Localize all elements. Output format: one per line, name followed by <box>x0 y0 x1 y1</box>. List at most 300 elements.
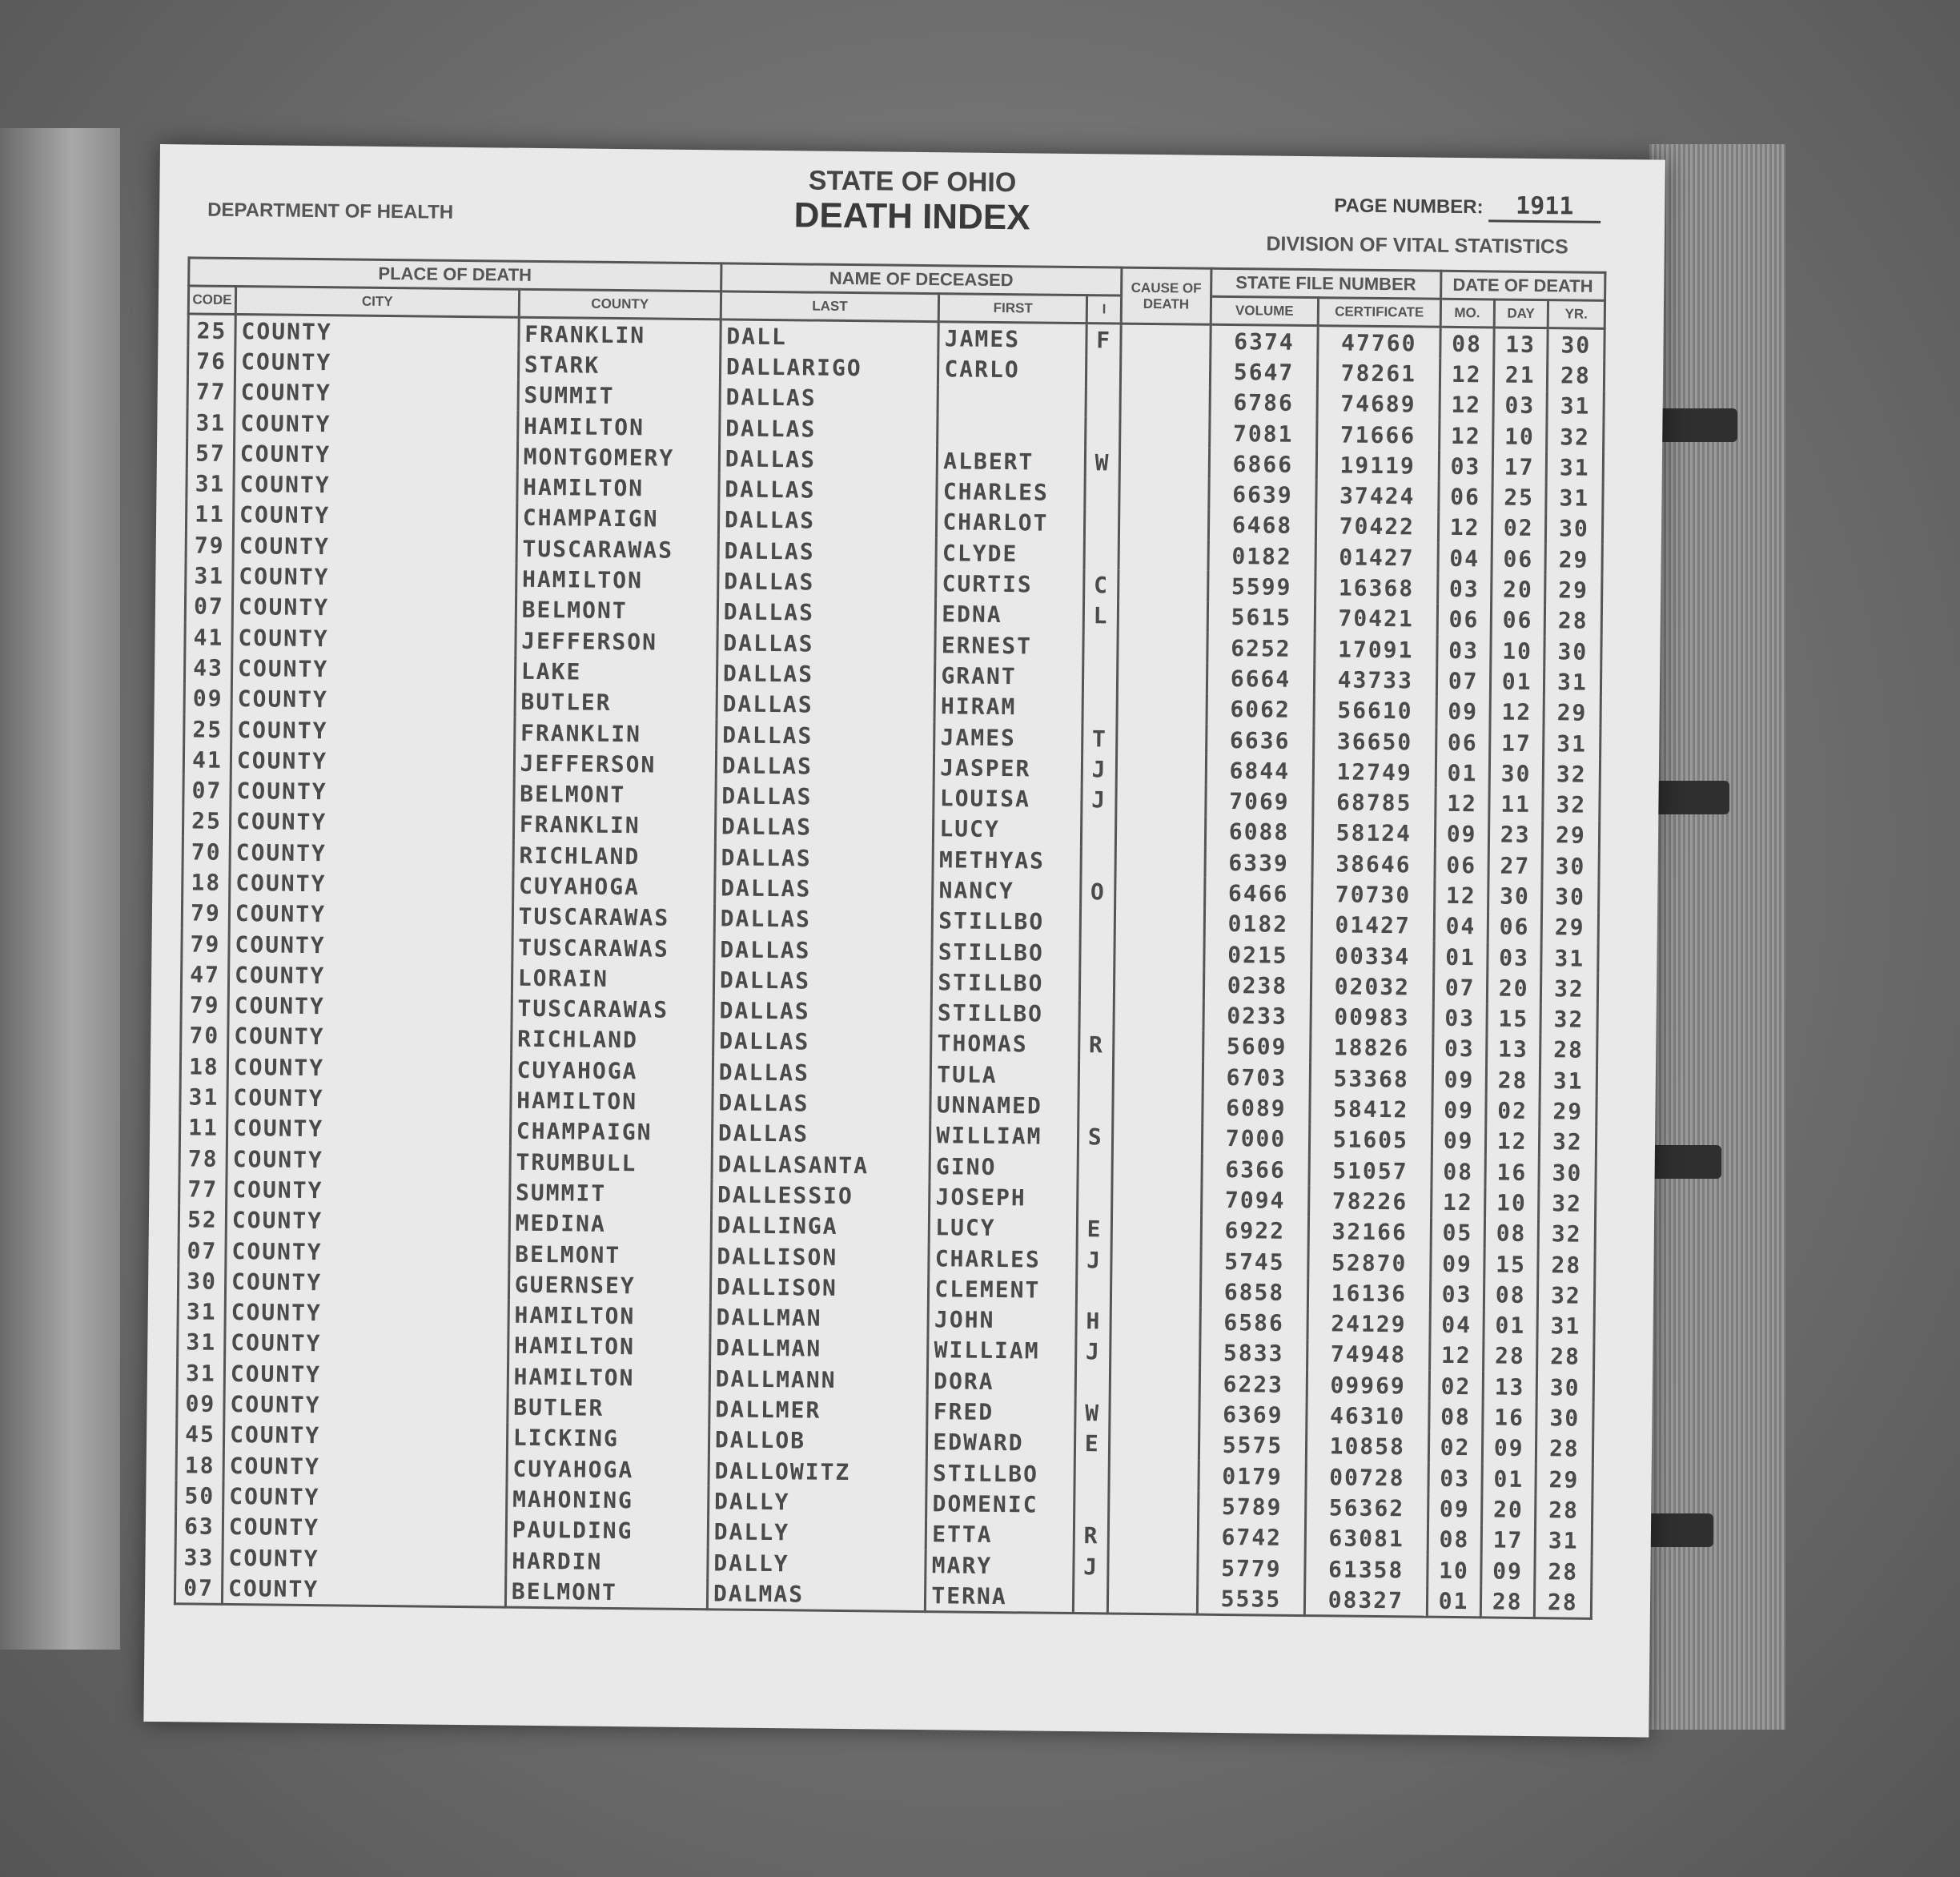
row-month: 09 <box>1428 1493 1481 1525</box>
row-code: 07 <box>179 1235 226 1266</box>
row-cause <box>1107 1582 1197 1615</box>
row-city: COUNTY <box>223 1511 506 1545</box>
row-first-name: METHYAS <box>933 844 1081 876</box>
row-day: 12 <box>1485 1126 1539 1157</box>
page-number-value: 1911 <box>1488 191 1601 223</box>
row-city: COUNTY <box>230 806 513 840</box>
row-month: 12 <box>1429 1340 1483 1371</box>
row-certificate: 12749 <box>1313 756 1436 788</box>
row-code: 70 <box>181 1020 228 1051</box>
row-last-name: DALLAS <box>719 444 938 476</box>
row-year: 31 <box>1547 391 1605 422</box>
row-cause <box>1111 1306 1200 1337</box>
row-last-name: DALLESSIO <box>711 1180 930 1212</box>
row-first-name: FRED <box>927 1397 1075 1429</box>
row-month: 05 <box>1431 1217 1484 1248</box>
row-day: 28 <box>1480 1586 1535 1618</box>
row-day: 08 <box>1484 1280 1537 1311</box>
row-cause <box>1116 785 1206 816</box>
row-county: BELMONT <box>514 778 717 811</box>
row-initial <box>1079 999 1114 1031</box>
row-city: COUNTY <box>234 438 517 472</box>
row-first-name <box>938 384 1086 416</box>
row-month: 08 <box>1428 1401 1482 1433</box>
row-city: COUNTY <box>232 622 516 656</box>
row-certificate: 63081 <box>1305 1523 1428 1555</box>
division-label: DIVISION OF VITAL STATISTICS <box>1266 232 1568 259</box>
row-month: 10 <box>1427 1555 1480 1586</box>
row-code: 77 <box>187 376 235 408</box>
row-month: 06 <box>1435 850 1488 881</box>
row-year: 32 <box>1539 1127 1597 1158</box>
row-volume: 6223 <box>1199 1369 1307 1401</box>
row-cause <box>1111 1336 1200 1368</box>
row-day: 09 <box>1480 1555 1534 1586</box>
row-code: 11 <box>186 499 233 530</box>
row-day: 30 <box>1488 881 1541 912</box>
row-year: 29 <box>1542 820 1600 851</box>
row-county: MONTGOMERY <box>517 441 720 474</box>
row-day: 09 <box>1482 1433 1536 1464</box>
row-volume: 5789 <box>1198 1491 1306 1523</box>
row-initial <box>1085 478 1119 509</box>
row-city: COUNTY <box>223 1481 507 1514</box>
row-year: 30 <box>1536 1402 1593 1433</box>
row-month: 04 <box>1438 543 1492 574</box>
row-certificate: 08327 <box>1304 1584 1427 1617</box>
row-last-name: DALLAS <box>718 504 937 537</box>
row-first-name: EDWARD <box>927 1427 1075 1459</box>
row-city: COUNTY <box>233 500 516 533</box>
row-initial: T <box>1082 723 1117 754</box>
row-first-name: CLEMENT <box>929 1273 1077 1305</box>
row-month: 03 <box>1437 573 1491 605</box>
row-certificate: 18826 <box>1311 1032 1433 1064</box>
row-first-name: NANCY <box>933 875 1081 907</box>
row-county: CUYAHOGA <box>511 1055 713 1087</box>
row-code: 70 <box>183 836 230 867</box>
row-city: COUNTY <box>230 837 513 870</box>
row-first-name: JOSEPH <box>930 1181 1078 1213</box>
row-certificate: 32166 <box>1308 1216 1431 1248</box>
row-volume: 6088 <box>1205 816 1313 848</box>
row-last-name: DALLAS <box>720 382 938 415</box>
row-last-name: DALLAS <box>713 1056 931 1089</box>
row-initial <box>1083 661 1118 693</box>
row-first-name: EDNA <box>936 599 1084 631</box>
row-code: 57 <box>187 438 234 469</box>
row-volume: 6922 <box>1201 1215 1309 1247</box>
row-code: 09 <box>184 683 231 714</box>
row-city: COUNTY <box>233 530 516 564</box>
row-year: 32 <box>1540 973 1598 1004</box>
row-certificate: 36650 <box>1314 725 1436 758</box>
page-title: DEATH INDEX <box>793 195 1030 238</box>
row-initial: J <box>1082 754 1117 785</box>
row-certificate: 01427 <box>1315 541 1438 573</box>
row-volume: 6369 <box>1199 1399 1307 1431</box>
row-county: BELMONT <box>505 1576 708 1610</box>
row-first-name: UNNAMED <box>930 1090 1078 1122</box>
row-first-name <box>938 415 1086 447</box>
row-cause <box>1111 1214 1201 1245</box>
row-certificate: 74948 <box>1307 1339 1430 1371</box>
row-day: 30 <box>1489 758 1543 790</box>
row-county: PAULDING <box>506 1514 709 1547</box>
row-certificate: 00983 <box>1311 1002 1433 1034</box>
row-county: HAMILTON <box>508 1361 710 1394</box>
row-initial: F <box>1086 324 1121 356</box>
row-certificate: 17091 <box>1315 633 1437 665</box>
row-county: TUSCARAWAS <box>516 533 719 566</box>
row-code: 31 <box>186 561 233 592</box>
row-county: CUYAHOGA <box>507 1453 709 1486</box>
row-code: 47 <box>181 959 228 991</box>
row-volume: 5745 <box>1201 1246 1309 1278</box>
row-month: 03 <box>1439 451 1492 482</box>
state-file-number-header: STATE FILE NUMBER <box>1211 268 1440 299</box>
row-volume: 0215 <box>1204 939 1312 971</box>
row-cause <box>1121 324 1211 356</box>
row-day: 15 <box>1487 1003 1540 1035</box>
certificate-header: CERTIFICATE <box>1318 298 1440 328</box>
row-month: 12 <box>1440 359 1493 390</box>
row-county: RICHLAND <box>511 1023 713 1056</box>
row-volume: 6089 <box>1203 1092 1311 1124</box>
row-month: 01 <box>1427 1586 1481 1618</box>
row-first-name: CURTIS <box>936 569 1084 601</box>
row-volume: 6062 <box>1207 693 1315 725</box>
row-month: 12 <box>1439 420 1492 452</box>
row-cause <box>1109 1490 1199 1521</box>
row-month: 12 <box>1438 512 1492 544</box>
row-county: LORAIN <box>512 963 714 995</box>
row-cause <box>1111 1276 1200 1307</box>
row-volume: 6468 <box>1208 510 1316 542</box>
row-city: COUNTY <box>222 1573 505 1607</box>
row-certificate: 00334 <box>1311 940 1434 972</box>
row-county: LICKING <box>507 1422 709 1455</box>
cause-of-death-header: CAUSE OF DEATH <box>1121 267 1211 324</box>
row-first-name: LUCY <box>929 1212 1077 1244</box>
row-code: 11 <box>179 1112 227 1143</box>
row-code: 09 <box>177 1389 224 1420</box>
row-first-name: THOMAS <box>931 1028 1079 1060</box>
row-year: 28 <box>1534 1586 1592 1619</box>
row-city: COUNTY <box>235 408 518 441</box>
row-year: 32 <box>1538 1188 1596 1219</box>
row-year: 31 <box>1540 1065 1597 1096</box>
row-year: 29 <box>1545 544 1603 575</box>
row-year: 30 <box>1539 1157 1597 1188</box>
row-code: 52 <box>179 1204 226 1236</box>
row-initial <box>1081 907 1115 938</box>
row-volume: 0179 <box>1199 1461 1307 1493</box>
row-month: 07 <box>1436 665 1490 697</box>
death-index-table <box>174 256 1607 1620</box>
row-county: TUSCARAWAS <box>512 993 714 1026</box>
row-certificate: 58412 <box>1310 1094 1432 1126</box>
row-volume: 6374 <box>1211 324 1319 357</box>
row-city: COUNTY <box>223 1450 507 1484</box>
row-city: COUNTY <box>226 1236 509 1269</box>
row-last-name: DALLINGA <box>711 1210 930 1243</box>
row-certificate: 19119 <box>1316 449 1439 481</box>
row-month: 12 <box>1431 1187 1484 1218</box>
row-year: 28 <box>1544 605 1602 637</box>
row-month: 08 <box>1431 1156 1484 1188</box>
row-last-name: DALLAS <box>716 719 934 752</box>
row-day: 08 <box>1484 1218 1538 1249</box>
row-last-name: DALLAS <box>713 995 932 1028</box>
state-label: STATE OF OHIO <box>808 165 1017 199</box>
row-certificate: 09969 <box>1307 1369 1429 1401</box>
row-year: 32 <box>1546 421 1604 452</box>
row-initial <box>1078 1091 1113 1123</box>
row-cause <box>1112 1122 1202 1153</box>
row-city: COUNTY <box>235 314 519 348</box>
row-year: 31 <box>1535 1525 1592 1557</box>
row-day: 17 <box>1489 727 1543 758</box>
row-initial: W <box>1075 1397 1110 1429</box>
row-year: 32 <box>1537 1280 1595 1311</box>
row-year: 31 <box>1546 483 1604 514</box>
row-day: 21 <box>1493 360 1547 391</box>
row-volume: 7094 <box>1201 1184 1309 1216</box>
row-cause <box>1115 938 1204 969</box>
row-last-name: DALLAS <box>714 934 933 967</box>
row-code: 41 <box>185 621 232 653</box>
row-certificate: 51605 <box>1309 1124 1432 1156</box>
row-certificate: 70422 <box>1315 511 1438 543</box>
row-day: 11 <box>1488 789 1542 820</box>
row-initial: H <box>1076 1306 1111 1337</box>
row-city: COUNTY <box>231 714 515 748</box>
row-last-name: DALL <box>721 320 939 354</box>
row-certificate: 37424 <box>1316 480 1439 512</box>
row-last-name: DALLMER <box>709 1394 928 1427</box>
row-first-name: CHARLES <box>929 1243 1077 1275</box>
row-month: 09 <box>1436 696 1490 727</box>
row-initial: C <box>1084 569 1119 601</box>
row-day: 03 <box>1487 942 1540 973</box>
row-first-name: GINO <box>930 1151 1078 1183</box>
row-last-name: DALLAS <box>717 627 936 660</box>
row-month: 03 <box>1432 1034 1486 1065</box>
row-county: HAMILTON <box>508 1330 710 1363</box>
row-first-name: WILLIAM <box>928 1335 1076 1367</box>
row-day: 17 <box>1492 452 1546 483</box>
row-first-name: DORA <box>927 1365 1075 1397</box>
row-county: BELMONT <box>516 594 718 627</box>
row-certificate: 46310 <box>1307 1400 1429 1432</box>
row-cause <box>1115 846 1205 878</box>
row-initial: J <box>1074 1551 1108 1582</box>
row-city: COUNTY <box>228 959 512 993</box>
row-county: HAMILTON <box>517 472 720 504</box>
row-day: 02 <box>1485 1095 1539 1127</box>
row-volume: 7000 <box>1202 1123 1310 1155</box>
row-city: COUNTY <box>228 1021 512 1055</box>
row-code: 45 <box>176 1419 223 1450</box>
row-initial: S <box>1078 1122 1113 1153</box>
row-volume: 5615 <box>1207 601 1315 633</box>
row-county: TRUMBULL <box>510 1147 713 1180</box>
row-code: 18 <box>183 867 230 898</box>
row-last-name: DALLAS <box>719 474 938 507</box>
row-code: 07 <box>183 775 231 806</box>
row-last-name: DALMAS <box>707 1578 926 1612</box>
row-year: 28 <box>1536 1433 1593 1465</box>
row-city: COUNTY <box>226 1205 509 1239</box>
row-day: 03 <box>1493 390 1547 421</box>
row-day: 12 <box>1490 697 1544 728</box>
row-first-name: HIRAM <box>934 691 1082 723</box>
row-city: COUNTY <box>225 1328 508 1361</box>
row-code: 18 <box>176 1449 223 1481</box>
row-first-name: MARY <box>926 1549 1074 1582</box>
row-day: 16 <box>1485 1156 1539 1188</box>
row-city: COUNTY <box>229 898 512 932</box>
row-month: 06 <box>1437 604 1491 635</box>
row-last-name: DALLASANTA <box>712 1148 930 1181</box>
row-code: 31 <box>187 468 234 500</box>
page-number-label: PAGE NUMBER: <box>1334 195 1484 219</box>
row-code: 25 <box>184 713 231 745</box>
row-initial: R <box>1079 1030 1114 1061</box>
row-day: 06 <box>1491 605 1544 636</box>
row-code: 79 <box>182 898 229 929</box>
row-month: 09 <box>1432 1095 1485 1126</box>
row-day: 23 <box>1488 819 1542 850</box>
row-code: 31 <box>180 1082 227 1113</box>
row-initial: W <box>1086 447 1120 478</box>
row-code: 33 <box>175 1541 223 1573</box>
row-city: COUNTY <box>227 1113 510 1147</box>
row-first-name: ETTA <box>926 1519 1074 1551</box>
row-year: 28 <box>1536 1341 1594 1373</box>
row-volume: 6742 <box>1198 1521 1306 1553</box>
row-month: 06 <box>1436 727 1489 758</box>
month-header: MO. <box>1440 299 1494 328</box>
row-volume: 6844 <box>1206 755 1314 787</box>
code-header: CODE <box>188 286 235 315</box>
row-city: COUNTY <box>231 684 515 717</box>
row-certificate: 61358 <box>1305 1553 1428 1586</box>
row-day: 20 <box>1491 574 1544 605</box>
row-last-name: DALLY <box>708 1486 926 1519</box>
row-volume: 6466 <box>1204 878 1312 910</box>
row-cause <box>1109 1429 1199 1460</box>
row-county: CUYAHOGA <box>512 870 715 903</box>
row-year: 30 <box>1548 328 1605 361</box>
row-county: FRANKLIN <box>513 809 716 842</box>
row-initial <box>1074 1582 1108 1614</box>
row-code: 77 <box>179 1174 227 1205</box>
row-last-name: DALLAS <box>713 1026 931 1059</box>
row-volume: 6639 <box>1209 479 1317 511</box>
row-county: MEDINA <box>509 1208 712 1240</box>
row-last-name: DALLISON <box>710 1271 929 1304</box>
row-last-name: DALLAS <box>714 903 933 936</box>
first-name-header: FIRST <box>939 294 1087 324</box>
row-year: 32 <box>1540 1004 1598 1035</box>
row-city: COUNTY <box>232 592 516 625</box>
row-county: BUTLER <box>508 1392 710 1425</box>
row-first-name: JAMES <box>938 322 1086 356</box>
row-year: 31 <box>1544 666 1601 697</box>
row-year: 31 <box>1540 943 1598 974</box>
row-month: 02 <box>1429 1371 1483 1402</box>
row-first-name: CLYDE <box>936 537 1084 569</box>
row-first-name: STILLBO <box>933 906 1081 938</box>
row-month: 06 <box>1438 481 1492 512</box>
row-last-name: DALLMANN <box>709 1363 928 1396</box>
row-certificate: 10858 <box>1306 1431 1428 1463</box>
row-year: 28 <box>1547 360 1605 391</box>
row-first-name: LOUISA <box>934 783 1082 815</box>
row-volume: 5647 <box>1210 356 1318 388</box>
row-first-name: JASPER <box>934 752 1082 784</box>
row-volume: 6339 <box>1205 847 1313 879</box>
index-page <box>143 144 1665 1738</box>
row-day: 01 <box>1490 666 1544 697</box>
row-month: 01 <box>1436 758 1489 789</box>
row-county: JEFFERSON <box>514 748 717 781</box>
row-month: 09 <box>1435 818 1488 850</box>
row-cause <box>1111 1244 1201 1276</box>
row-year: 31 <box>1543 728 1601 759</box>
row-certificate: 68785 <box>1313 787 1436 819</box>
row-first-name: TULA <box>931 1059 1079 1091</box>
row-last-name: DALLAS <box>718 535 937 568</box>
row-city: COUNTY <box>228 990 512 1023</box>
row-volume: 6636 <box>1206 725 1314 757</box>
volume-header: VOLUME <box>1211 296 1319 325</box>
row-certificate: 74689 <box>1317 388 1440 420</box>
row-first-name: LUCY <box>934 814 1082 846</box>
row-cause <box>1118 601 1207 632</box>
row-day: 17 <box>1481 1525 1535 1556</box>
row-month: 04 <box>1429 1309 1483 1340</box>
row-certificate: 51057 <box>1309 1155 1432 1187</box>
row-last-name: DALLAS <box>717 689 935 721</box>
row-first-name: CHARLOT <box>937 507 1085 539</box>
row-initial <box>1082 693 1117 724</box>
row-certificate: 38646 <box>1312 848 1435 880</box>
row-initial: J <box>1082 785 1116 816</box>
row-volume: 5833 <box>1199 1337 1307 1369</box>
row-day: 28 <box>1486 1065 1540 1096</box>
row-first-name: STILLBO <box>932 967 1080 999</box>
row-code: 18 <box>180 1051 227 1082</box>
row-cause <box>1120 356 1210 387</box>
row-day: 01 <box>1484 1310 1537 1341</box>
row-volume: 6866 <box>1209 448 1317 480</box>
row-city: COUNTY <box>234 468 517 502</box>
row-code: 31 <box>177 1357 224 1389</box>
row-initial: J <box>1077 1244 1111 1276</box>
row-city: COUNTY <box>223 1420 507 1453</box>
row-first-name: TERNA <box>926 1580 1074 1614</box>
row-year: 29 <box>1536 1464 1593 1495</box>
row-year: 28 <box>1534 1556 1592 1587</box>
row-city: COUNTY <box>227 1082 511 1115</box>
row-volume: 0238 <box>1203 970 1311 1002</box>
right-page-stack <box>1649 144 1785 1730</box>
row-volume: 6366 <box>1202 1154 1310 1186</box>
name-of-deceased-header: NAME OF DECEASED <box>721 263 1122 295</box>
